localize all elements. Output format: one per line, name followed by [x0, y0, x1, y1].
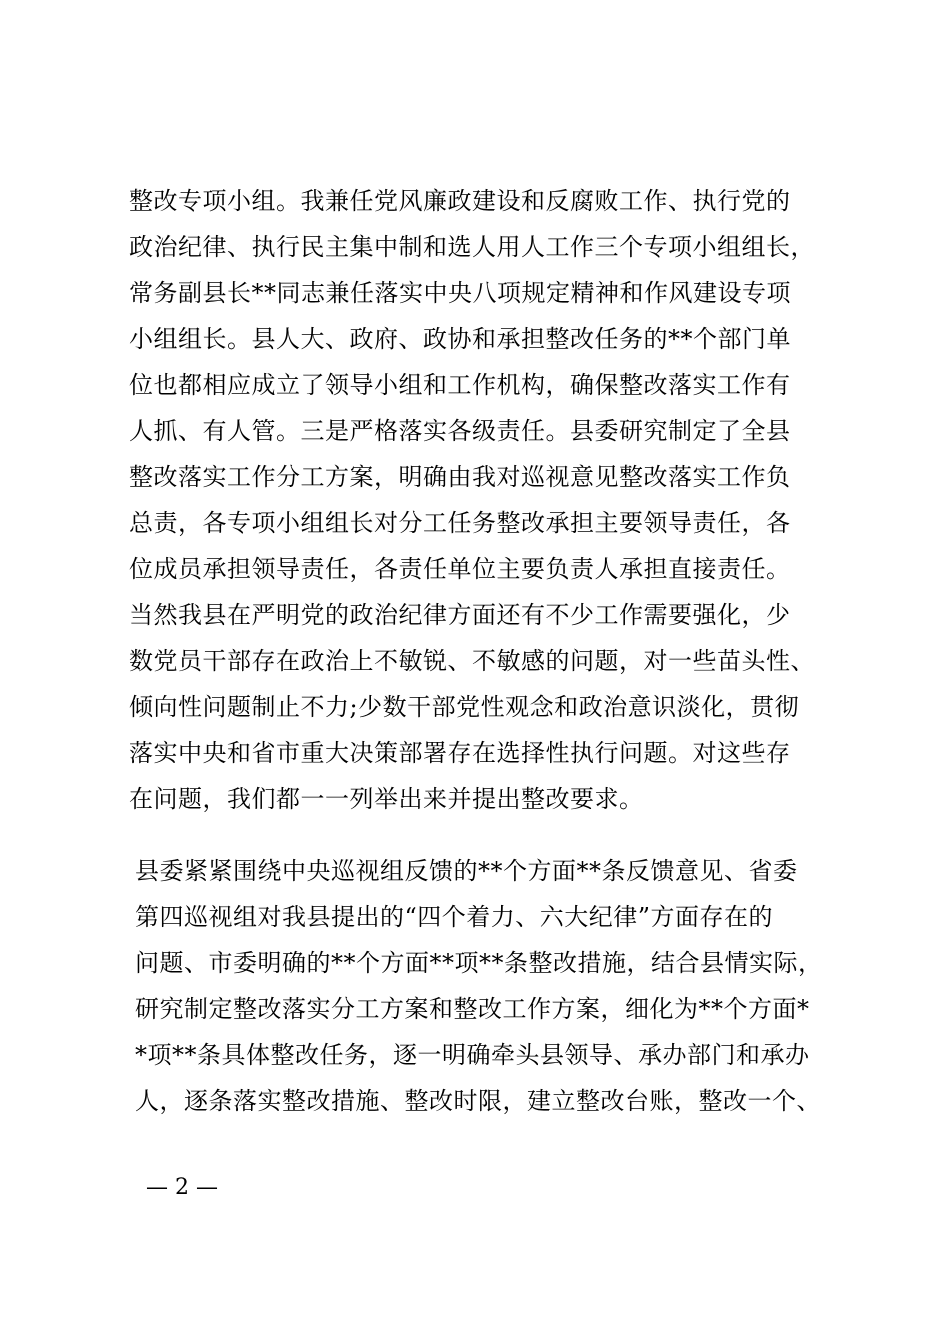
- paragraph-1: [129, 178, 829, 822]
- paragraph-2: [135, 848, 835, 1124]
- text-line: 问题、市委明确的**个方面**项**条整改措施，结合县情实际，: [135, 949, 823, 977]
- text-line: 倾向性问题制止不力;少数干部党性观念和政治意识淡化，贯彻: [129, 693, 800, 721]
- text-line: 在问题，我们都一一列举出来并提出整改要求。: [129, 785, 644, 813]
- text-line: 总责，各专项小组组长对分工任务整改承担主要领导责任，各: [129, 509, 791, 537]
- text-line: 第四巡视组对我县提出的“四个着力、六大纪律”方面存在的: [135, 903, 774, 931]
- text-line: 研究制定整改落实分工方案和整改工作方案，细化为**个方面*: [135, 995, 810, 1023]
- text-line: 常务副县长**同志兼任落实中央八项规定精神和作风建设专项: [129, 279, 791, 307]
- text-line: *项**条具体整改任务，逐一明确牵头县领导、承办部门和承办: [135, 1041, 810, 1069]
- text-line: 整改落实工作分工方案，明确由我对巡视意见整改落实工作负: [129, 463, 791, 491]
- text-line: 位成员承担领导责任，各责任单位主要负责人承担直接责任。: [129, 555, 791, 583]
- text-line: 整改专项小组。我兼任党风廉政建设和反腐败工作、执行党的: [129, 187, 791, 215]
- text-line: 当然我县在严明党的政治纪律方面还有不少工作需要强化，少: [129, 601, 791, 629]
- text-line: 位也都相应成立了领导小组和工作机构，确保整改落实工作有: [129, 371, 791, 399]
- text-line: 人抓、有人管。三是严格落实各级责任。县委研究制定了全县: [129, 417, 791, 445]
- text-line: 县委紧紧围绕中央巡视组反馈的**个方面**条反馈意见、省委: [135, 857, 798, 885]
- text-line: 小组组长。县人大、政府、政协和承担整改任务的**个部门单: [129, 325, 791, 353]
- text-line: 落实中央和省市重大决策部署存在选择性执行问题。对这些存: [129, 739, 791, 767]
- text-line: 政治纪律、执行民主集中制和选人用人工作三个专项小组组长，: [129, 233, 815, 261]
- page-number: — 2 —: [146, 1175, 218, 1200]
- text-line: 人，逐条落实整改措施、整改时限，建立整改台账，整改一个、: [135, 1087, 821, 1115]
- text-line: 数党员干部存在政治上不敏锐、不敏感的问题，对一些苗头性、: [129, 647, 815, 675]
